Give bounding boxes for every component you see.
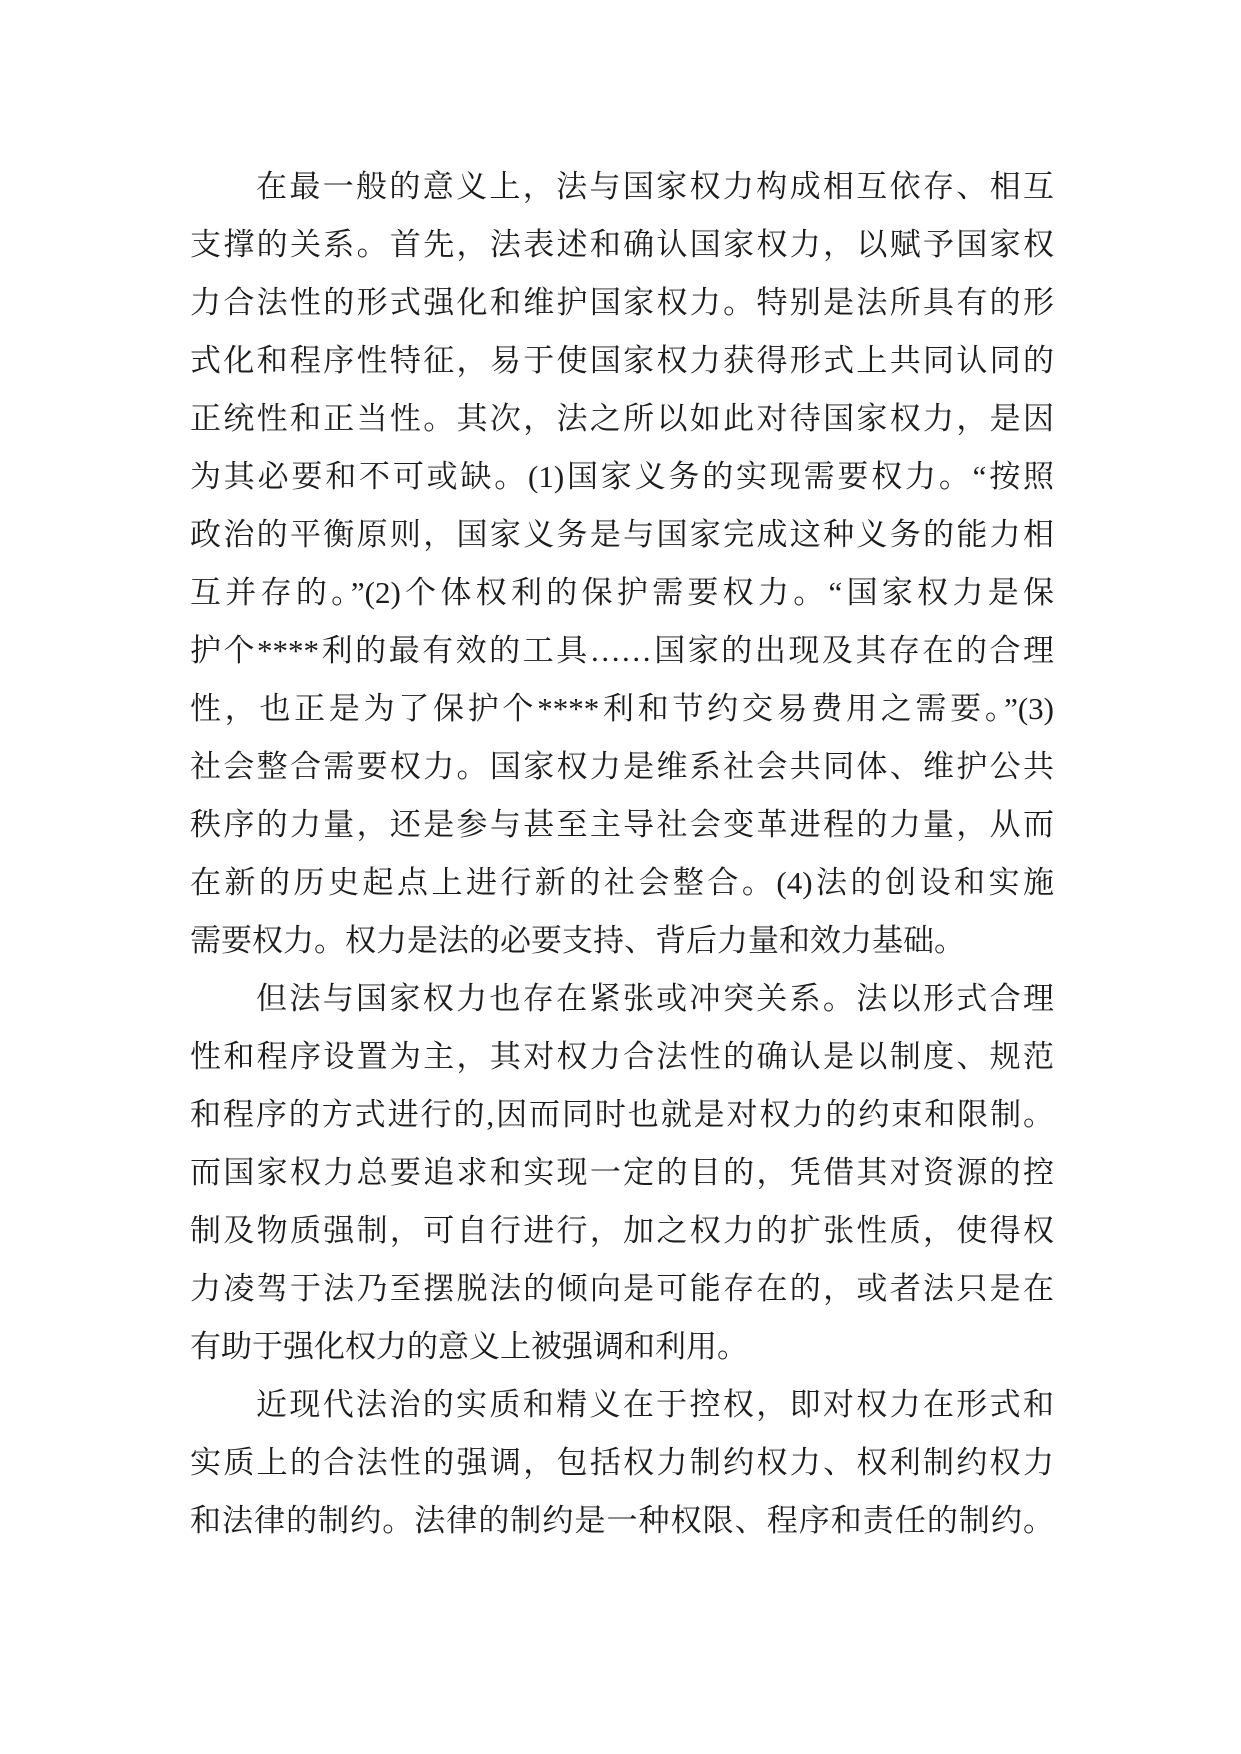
text-line: 社会整合需要权力。国家权力是维系社会共同体、维护公共 — [190, 749, 1054, 784]
text-line: 和程序的方式进行的,因而同时也就是对权力的约束和限制。 — [190, 1097, 1054, 1132]
text-line: 而国家权力总要追求和实现一定的目的，凭借其对资源的控 — [190, 1155, 1054, 1190]
text-line: 性，也正是为了保护个****利和节约交易费用之需要。”(3) — [190, 691, 1054, 726]
text-line: 实质上的合法性的强调，包括权力制约权力、权利制约权力 — [190, 1445, 1054, 1480]
text-line: 有助于强化权力的意义上被强调和利用。 — [190, 1329, 748, 1364]
text-line: 式化和程序性特征，易于使国家权力获得形式上共同认同的 — [190, 343, 1054, 378]
text-line: 为其必要和不可或缺。(1)国家义务的实现需要权力。“按照 — [190, 459, 1054, 494]
paragraph-law-power-interdependence — [190, 158, 1054, 970]
paragraph-law-power-tension — [190, 970, 1054, 1376]
text-line: 支撑的关系。首先，法表述和确认国家权力，以赋予国家权 — [190, 227, 1054, 262]
text-line: 需要权力。权力是法的必要支持、背后力量和效力基础。 — [190, 923, 965, 958]
text-line: 正统性和正当性。其次，法之所以如此对待国家权力，是因 — [190, 401, 1054, 436]
paragraph-rule-of-law-control — [190, 1376, 1054, 1550]
text-line: 和法律的制约。法律的制约是一种权限、程序和责任的制约。 — [190, 1503, 1054, 1538]
text-line: 性和程序设置为主，其对权力合法性的确认是以制度、规范 — [190, 1039, 1054, 1074]
text-line: 力合法性的形式强化和维护国家权力。特别是法所具有的形 — [190, 285, 1054, 320]
text-line: 力凌驾于法乃至摆脱法的倾向是可能存在的，或者法只是在 — [190, 1271, 1054, 1306]
text-line: 在新的历史起点上进行新的社会整合。(4)法的创设和实施 — [190, 865, 1054, 900]
text-line: 护个****利的最有效的工具……国家的出现及其存在的合理 — [190, 633, 1054, 668]
text-line: 制及物质强制，可自行进行，加之权力的扩张性质，使得权 — [190, 1213, 1054, 1248]
text-line: 秩序的力量，还是参与甚至主导社会变革进程的力量，从而 — [190, 807, 1054, 842]
text-block — [190, 158, 1054, 1550]
text-line: 互并存的。”(2)个体权利的保护需要权力。“国家权力是保 — [190, 575, 1054, 610]
text-line: 但法与国家权力也存在紧张或冲突关系。法以形式合理 — [256, 981, 1054, 1016]
text-line: 政治的平衡原则，国家义务是与国家完成这种义务的能力相 — [190, 517, 1054, 552]
text-line: 在最一般的意义上，法与国家权力构成相互依存、相互 — [256, 169, 1054, 204]
text-line: 近现代法治的实质和精义在于控权，即对权力在形式和 — [256, 1387, 1054, 1422]
